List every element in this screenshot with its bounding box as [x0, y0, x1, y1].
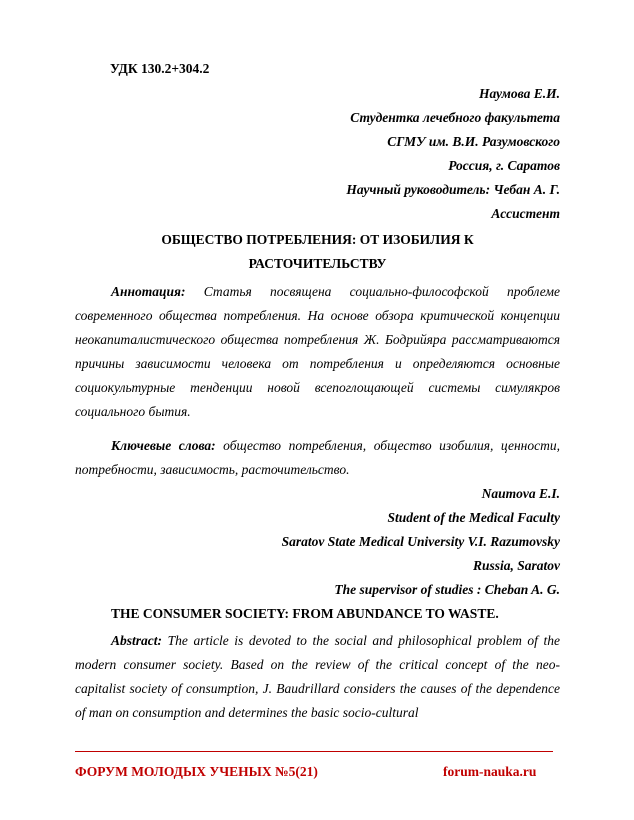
- ru-title-line1: ОБЩЕСТВО ПОТРЕБЛЕНИЯ: ОТ ИЗОБИЛИЯ К: [161, 232, 474, 247]
- footer-site-link[interactable]: forum-nauka.ru: [443, 764, 537, 779]
- en-author-university: Saratov State Medical University V.I. Razumovsky: [281, 534, 560, 549]
- ru-supervisor-title: Ассистент: [491, 206, 560, 221]
- en-abstract: [75, 629, 560, 725]
- footer-divider: [75, 751, 553, 752]
- en-author-location: Russia, Saratov: [472, 558, 560, 573]
- ru-abstract-label: Аннотация:: [111, 284, 186, 299]
- en-title: THE CONSUMER SOCIETY: FROM ABUNDANCE TO WASTE.: [111, 606, 499, 621]
- ru-author-location: Россия, г. Саратов: [448, 158, 560, 173]
- ru-author-position: Студентка лечебного факультета: [350, 110, 560, 125]
- ru-keywords-text: общество потребления, общество изобилия, ценности, потребности, зависимость, расточительство.: [75, 438, 560, 478]
- ru-author-university: СГМУ им. В.И. Разумовского: [387, 134, 560, 149]
- en-author-name: Naumova E.I.: [481, 486, 560, 501]
- ru-keywords: [75, 434, 560, 482]
- ru-supervisor: Научный руководитель: Чебан А. Г.: [346, 182, 560, 197]
- en-supervisor: The supervisor of studies : Cheban A. G.: [334, 582, 560, 597]
- ru-title-line2: РАСТОЧИТЕЛЬСТВУ: [248, 256, 387, 271]
- ru-abstract: [75, 280, 560, 425]
- en-abstract-text: The article is devoted to the social and philosophical problem of the modern consumer society. Based on the review of the critical concept of the neo-capitalist society of consumption, J. Baudrillard considers the causes of the dependence of man on consumption and determines the basic socio-cultural: [75, 633, 561, 721]
- footer-journal: ФОРУМ МОЛОДЫХ УЧЕНЫХ №5(21): [75, 764, 318, 779]
- ru-abstract-text: Статья посвящена социально-философской проблеме современного общества потребления. На основе обзора критической концепции неокапиталистического общества потребления Ж. Бодрийяра рассматриваются причины зависимости человека от потребления и определяются основные социокультурные тенденции новой всепоглощающей системы симулякров социального бытия.: [75, 284, 560, 420]
- en-author-position: Student of the Medical Faculty: [387, 510, 560, 525]
- ru-keywords-label: Ключевые слова:: [111, 438, 216, 453]
- ru-author-name: Наумова Е.И.: [478, 86, 560, 101]
- en-abstract-label: Abstract:: [111, 633, 163, 648]
- udk-code: УДК 130.2+304.2: [110, 61, 210, 76]
